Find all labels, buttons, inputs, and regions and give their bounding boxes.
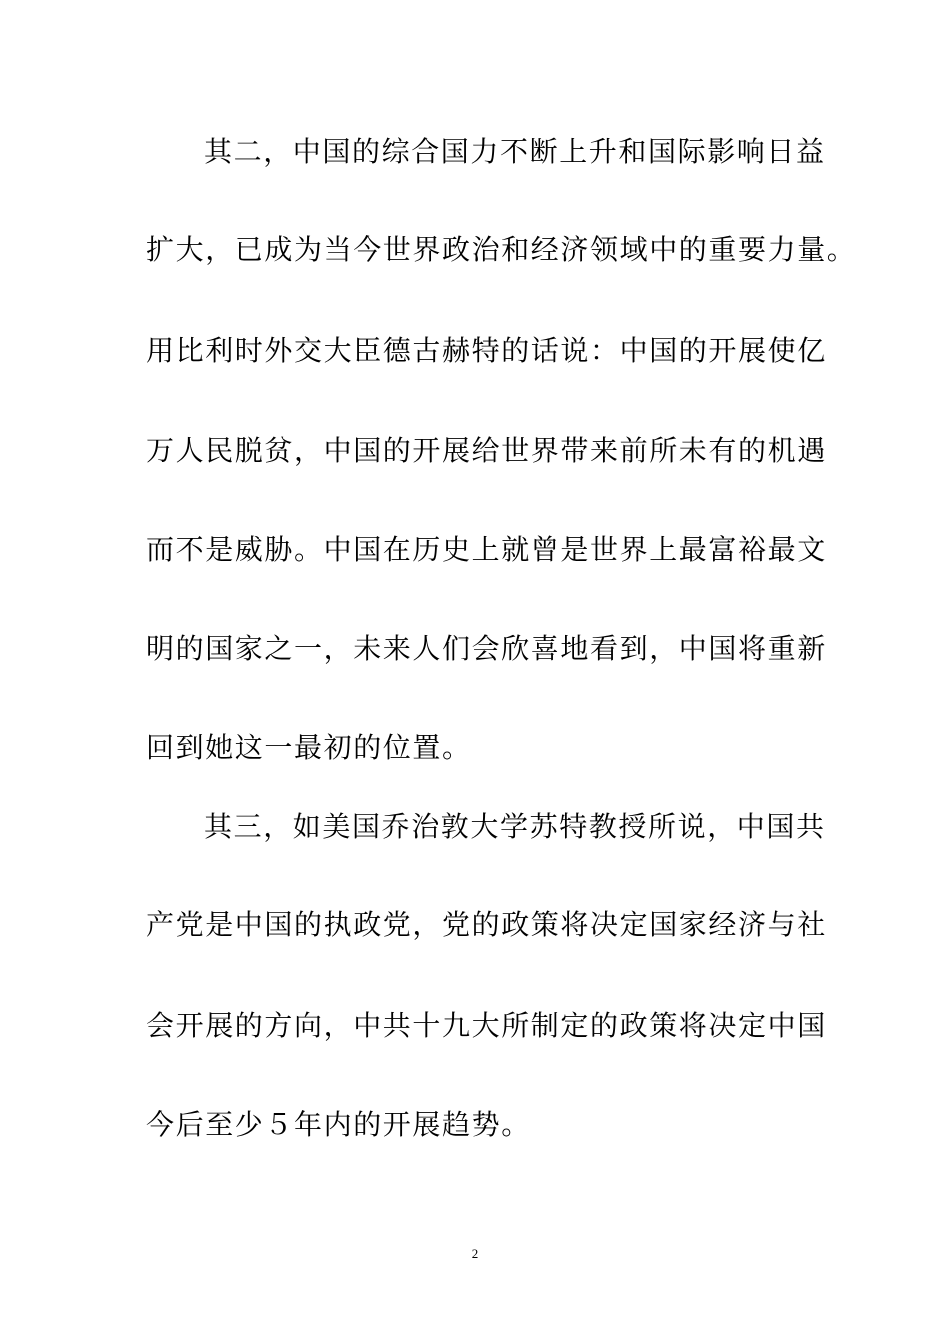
paragraph-2-line-6: 明的国家之一，未来人们会欣喜地看到，中国将重新 (146, 632, 827, 665)
paragraph-2-line-4: 万人民脱贫，中国的开展给世界带来前所未有的机遇 (146, 434, 827, 467)
paragraph-2-line-2: 扩大，已成为当今世界政治和经济领域中的重要力量。 (146, 233, 857, 266)
paragraph-2-line-5: 而不是威胁。中国在历史上就曾是世界上最富裕最文 (146, 533, 827, 566)
paragraph-3-line-2: 产党是中国的执政党，党的政策将决定国家经济与社 (146, 908, 827, 941)
page-number: 2 (471, 1246, 479, 1261)
paragraph-3-line-1: 其三，如美国乔治敦大学苏特教授所说，中国共 (204, 810, 826, 843)
paragraph-3-line-3: 会开展的方向，中共十九大所制定的政策将决定中国 (146, 1009, 827, 1042)
paragraph-2-line-3: 用比利时外交大臣德古赫特的话说：中国的开展使亿 (146, 334, 827, 367)
paragraph-2-line-7: 回到她这一最初的位置。 (146, 731, 472, 764)
paragraph-2-line-1: 其二，中国的综合国力不断上升和国际影响日益 (204, 135, 826, 168)
paragraph-3-line-4: 今后至少５年内的开展趋势。 (146, 1108, 531, 1141)
